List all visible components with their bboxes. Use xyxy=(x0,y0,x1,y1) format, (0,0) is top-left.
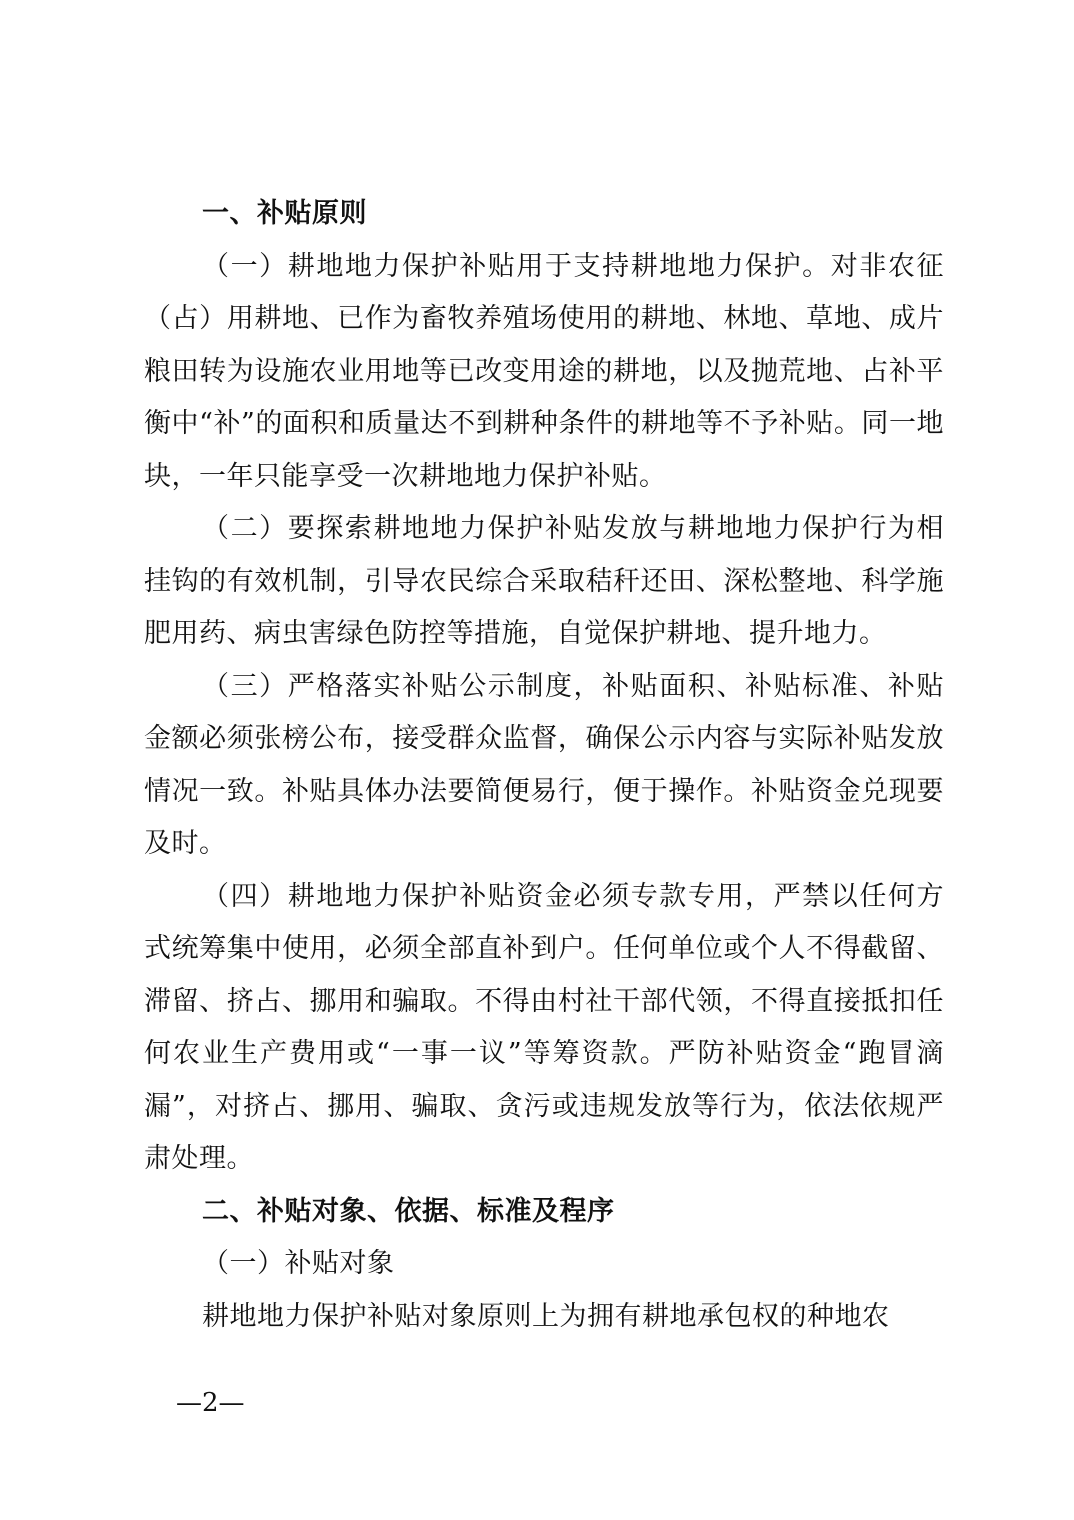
paragraph-principle-4: （四）耕地地力保护补贴资金必须专款专用，严禁以任何方式统筹集中使用，必须全部直补到户。任何单位或个人不得截留、滞留、挤占、挪用和骗取。不得由村社干部代领，不得直接抵扣任何农业生产费用或“一事一议”等筹资款。严防补贴资金“跑冒滴漏”，对挤占、挪用、骗取、贪污或违规发放等行为，依法依规严肃处理。 xyxy=(144,880,944,1174)
paragraph-principle-3: （三）严格落实补贴公示制度，补贴面积、补贴标准、补贴金额必须张榜公布，接受群众监督，确保公示内容与实际补贴发放情况一致。补贴具体办法要简便易行，便于操作。补贴资金兑现要及时。 xyxy=(144,670,944,859)
document-body xyxy=(144,188,944,1343)
section-heading-subsidy-principles: 一、补贴原则 xyxy=(202,198,367,229)
paragraph-subsidy-recipients: 耕地地力保护补贴对象原则上为拥有耕地承包权的种地农 xyxy=(202,1300,890,1332)
paragraph-principle-2: （二）要探索耕地地力保护补贴发放与耕地地力保护行为相挂钩的有效机制，引导农民综合采取秸秆还田、深松整地、科学施肥用药、病虫害绿色防控等措施，自觉保护耕地、提升地力。 xyxy=(144,513,944,649)
page-number: —2— xyxy=(176,1388,245,1418)
paragraph-principle-1: （一）耕地地力保护补贴用于支持耕地地力保护。对非农征（占）用耕地、已作为畜牧养殖场使用的耕地、林地、草地、成片粮田转为设施农业用地等已改变用途的耕地，以及抛荒地、占补平衡中“补”的面积和质量达不到耕种条件的耕地等不予补贴。同一地块，一年只能享受一次耕地地力保护补贴。 xyxy=(144,250,944,492)
subheading-subsidy-recipients: （一）补贴对象 xyxy=(202,1248,395,1279)
section-heading-subsidy-targets: 二、补贴对象、依据、标准及程序 xyxy=(202,1195,615,1227)
